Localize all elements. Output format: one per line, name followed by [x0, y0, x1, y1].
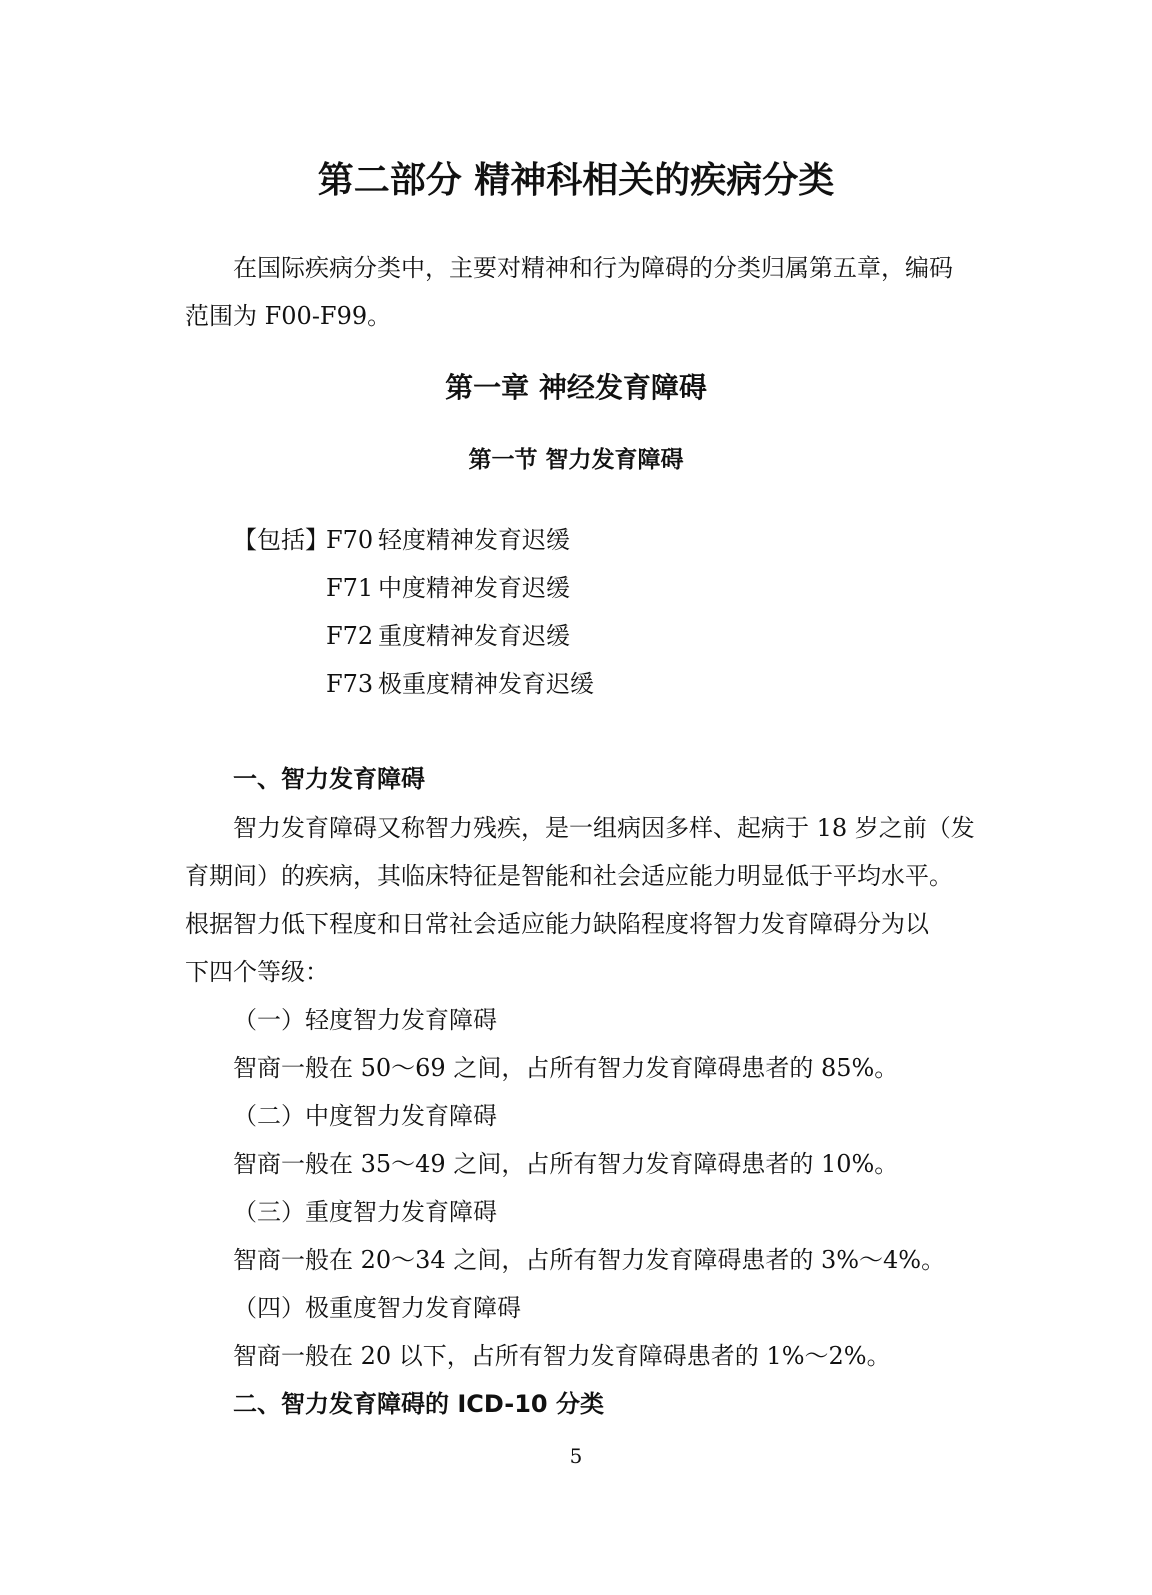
- includes-label: 【包括】: [233, 526, 329, 554]
- icd-code: F73: [326, 670, 374, 698]
- includes-item: [326, 672, 594, 696]
- intro-line-2: 范围为 F00-F99。: [185, 302, 392, 330]
- chapter-heading: 第一章 神经发育障碍: [445, 371, 707, 404]
- level-description: 智商一般在 20～34 之间，占所有智力发育障碍患者的 3%～4%。: [233, 1246, 946, 1274]
- level-title: （三）重度智力发育障碍: [233, 1198, 497, 1226]
- document-title: 第二部分 精神科相关的疾病分类: [317, 160, 835, 201]
- icd-code: F71: [326, 574, 374, 602]
- paragraph-line: 智力发育障碍又称智力残疾，是一组病因多样、起病于 18 岁之前（发: [233, 814, 975, 842]
- paragraph-line: 根据智力低下程度和日常社会适应能力缺陷程度将智力发育障碍分为以: [185, 910, 929, 938]
- includes-item: [326, 576, 570, 600]
- part2-heading: 二、智力发育障碍的 ICD-10 分类: [233, 1390, 604, 1418]
- level-title: （一）轻度智力发育障碍: [233, 1006, 497, 1034]
- includes-item: [326, 624, 570, 648]
- icd-name: 中度精神发育迟缓: [378, 574, 570, 602]
- icd-name: 轻度精神发育迟缓: [378, 526, 570, 554]
- includes-item: [326, 528, 570, 552]
- icd-name: 重度精神发育迟缓: [378, 622, 570, 650]
- level-description: 智商一般在 50～69 之间，占所有智力发育障碍患者的 85%。: [233, 1054, 899, 1082]
- icd-code: F72: [326, 622, 374, 650]
- level-description: 智商一般在 20 以下，占所有智力发育障碍患者的 1%～2%。: [233, 1342, 891, 1370]
- part1-heading: 一、智力发育障碍: [233, 765, 425, 793]
- intro-line-1: 在国际疾病分类中，主要对精神和行为障碍的分类归属第五章，编码: [233, 254, 953, 282]
- icd-name: 极重度精神发育迟缓: [378, 670, 594, 698]
- paragraph-line: 育期间）的疾病，其临床特征是智能和社会适应能力明显低于平均水平。: [185, 862, 953, 890]
- level-title: （四）极重度智力发育障碍: [233, 1294, 521, 1322]
- paragraph-line: 下四个等级：: [185, 958, 329, 986]
- section-heading: 第一节 智力发育障碍: [468, 447, 684, 473]
- page-number: 5: [569, 1444, 583, 1468]
- level-title: （二）中度智力发育障碍: [233, 1102, 497, 1130]
- icd-code: F70: [326, 526, 374, 554]
- level-description: 智商一般在 35～49 之间，占所有智力发育障碍患者的 10%。: [233, 1150, 899, 1178]
